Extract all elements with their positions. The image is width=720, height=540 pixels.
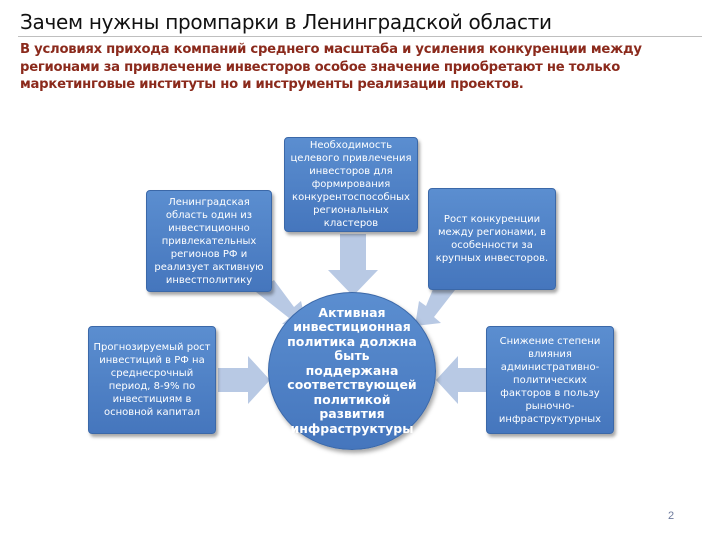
box-left (88, 326, 216, 434)
slide-subtitle: В условиях прихода компаний среднего масштаба и усиления конкуренции между регионами за привлечение инвесторов особое значение приобретают не только маркетинговые институты но и инструменты реализации проектов. (20, 42, 642, 92)
box-top (284, 137, 418, 232)
center-circle-text: Активная инвестиционная политика должна быть поддержана соответствующей политикой развития инфраструктуры (287, 304, 417, 436)
box-right-text: Снижение степени влияния административно-политических факторов в пользу рыночно-инфраструктурных (498, 335, 602, 425)
center-circle (268, 292, 436, 450)
box-left-text: Прогнозируемый рост инвестиций в РФ на среднесрочный период, 8-9% по инвестициям в основной капитал (93, 342, 211, 418)
box-top-right (428, 188, 556, 290)
box-top-left-text: Ленинградская область один из инвестиционно привлекательных регионов РФ и реализует активную инвестполитику (154, 196, 264, 286)
page-number: 2 (668, 510, 675, 522)
box-top-right-text: Рост конкуренции между регионами, в особенности за крупных инвесторов. (435, 214, 549, 264)
arrow-top-down (328, 234, 378, 296)
box-top-text: Необходимость целевого привлечения инвесторов для формирования конкурентоспособных региональных кластеров (290, 140, 412, 229)
slide-title: Зачем нужны промпарки в Ленинградской области (20, 10, 552, 34)
box-top-left (146, 190, 272, 292)
arrow-left-right (218, 356, 270, 404)
arrow-right-left (436, 356, 486, 404)
box-right (486, 326, 614, 434)
